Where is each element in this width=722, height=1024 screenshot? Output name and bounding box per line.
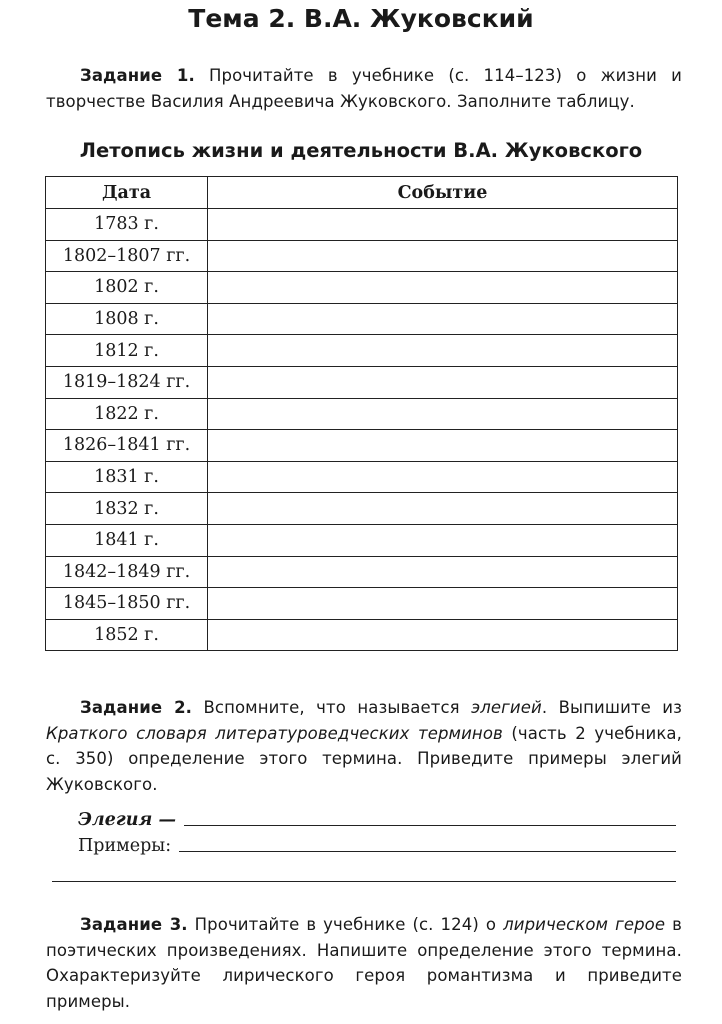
table-row <box>46 524 678 556</box>
task-1-text <box>46 63 682 114</box>
elegy-definition-line <box>78 810 676 830</box>
row-event-cell[interactable] <box>208 524 678 556</box>
row-date: 1819–1824 гг. <box>46 366 208 398</box>
row-event-cell[interactable] <box>208 240 678 272</box>
row-event-cell[interactable] <box>208 588 678 620</box>
row-event-cell[interactable] <box>208 461 678 493</box>
row-event-cell[interactable] <box>208 556 678 588</box>
task-2-text <box>46 695 682 797</box>
header-date: Дата <box>46 177 208 209</box>
examples-line <box>78 836 676 856</box>
table-row <box>46 366 678 398</box>
task-2-label: Задание 2. <box>80 698 193 717</box>
elegy-label: Элегия — <box>78 810 176 830</box>
examples-label: Примеры: <box>78 836 172 856</box>
task-1-body: Прочитайте в учебнике (с. 114–123) о жизни и творчестве Василия Андреевича Жуковского. Заполните таблицу. <box>46 66 682 111</box>
task-2-term-elegy: элегией <box>471 698 542 717</box>
table-row <box>46 209 678 241</box>
table-row <box>46 461 678 493</box>
table-row <box>46 335 678 367</box>
row-date: 1832 г. <box>46 493 208 525</box>
row-date: 1812 г. <box>46 335 208 367</box>
table-row <box>46 303 678 335</box>
row-event-cell[interactable] <box>208 209 678 241</box>
elegy-answer-field[interactable] <box>184 824 676 826</box>
task-3-label: Задание 3. <box>80 915 188 934</box>
row-date: 1826–1841 гг. <box>46 430 208 462</box>
row-event-cell[interactable] <box>208 493 678 525</box>
row-event-cell[interactable] <box>208 335 678 367</box>
table-row <box>46 398 678 430</box>
task-2-body-c: (часть 2 учебника, с. 350) определение этого термина. Приведите примеры элегий Жуковского. <box>46 723 682 794</box>
table-row <box>46 556 678 588</box>
task-2-body-a: Вспомните, что называется <box>192 698 472 717</box>
task-3-body-b: в поэтических произведениях. Напишите определение этого термина. Охарактеризуйте лирического героя романтизма и приведите примеры. <box>46 915 682 1011</box>
table-header-row <box>46 177 678 209</box>
row-date: 1852 г. <box>46 619 208 651</box>
task-3-text <box>46 912 682 1014</box>
row-date: 1783 г. <box>46 209 208 241</box>
page-title: Тема 2. В.А. Жуковский <box>188 4 534 33</box>
table-row <box>46 430 678 462</box>
examples-answer-field[interactable] <box>179 850 676 852</box>
table-row <box>46 272 678 304</box>
row-date: 1831 г. <box>46 461 208 493</box>
task-3-term-lyric-hero: лирическом герое <box>503 915 666 934</box>
row-event-cell[interactable] <box>208 398 678 430</box>
row-date: 1802–1807 гг. <box>46 240 208 272</box>
table-row <box>46 493 678 525</box>
task-3-body-a: Прочитайте в учебнике (с. 124) о <box>187 915 504 934</box>
header-event: Событие <box>208 177 678 209</box>
row-date: 1842–1849 гг. <box>46 556 208 588</box>
row-event-cell[interactable] <box>208 366 678 398</box>
row-event-cell[interactable] <box>208 272 678 304</box>
row-date: 1845–1850 гг. <box>46 588 208 620</box>
task-1-label: Задание 1. <box>80 66 195 85</box>
table-title: Летопись жизни и деятельности В.А. Жуковского <box>79 139 643 162</box>
table-row <box>46 619 678 651</box>
task-2-body-b: . Выпишите из <box>541 698 683 717</box>
row-date: 1802 г. <box>46 272 208 304</box>
row-date: 1822 г. <box>46 398 208 430</box>
row-date: 1808 г. <box>46 303 208 335</box>
row-event-cell[interactable] <box>208 303 678 335</box>
task-2-dictionary-title: Краткого словаря литературоведческих терминов <box>46 723 503 743</box>
row-date: 1841 г. <box>46 524 208 556</box>
table-row <box>46 240 678 272</box>
row-event-cell[interactable] <box>208 430 678 462</box>
row-event-cell[interactable] <box>208 619 678 651</box>
extra-answer-line[interactable] <box>52 881 676 882</box>
table-row <box>46 588 678 620</box>
chronology-table <box>45 176 678 651</box>
